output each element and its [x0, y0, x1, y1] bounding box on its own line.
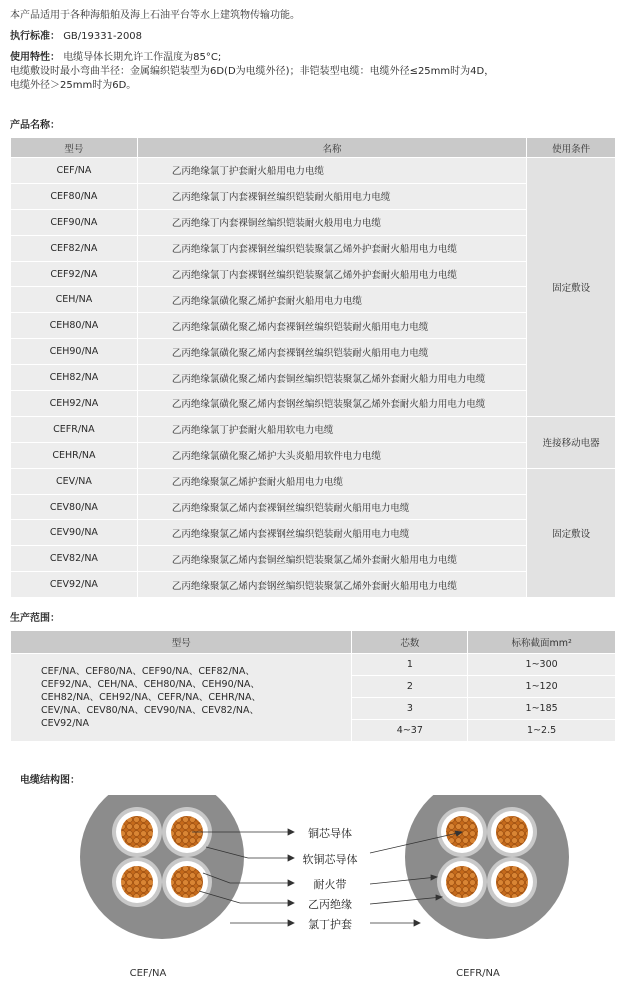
header-model: 型号 [11, 138, 138, 158]
section-cell: 1~300 [468, 654, 616, 676]
sheath-right [405, 795, 569, 939]
model-cell: CEHR/NA [11, 442, 138, 468]
usage-text-1: 电缆导体长期允许工作温度为85°C; [63, 52, 222, 63]
model-cell: CEFR/NA [11, 416, 138, 442]
label-soft-copper-conductor: 软铜芯导体 [302, 853, 358, 866]
model-cell: CEV90/NA [11, 520, 138, 546]
cores-cell: 4~37 [352, 720, 468, 742]
model-cell: CEH90/NA [11, 339, 138, 365]
range-header-cores: 芯数 [352, 631, 468, 654]
table-row [11, 391, 616, 417]
model-cell: CEV82/NA [11, 546, 138, 572]
models-line: CEV/NA、CEV80/NA、CEV90/NA、CEV82/NA、 [41, 705, 260, 716]
name-cell: 乙丙绝缘丁内套裸铜丝编织铠装耐火般用电力电缆 [137, 209, 526, 235]
name-cell: 乙丙绝缘氯磺化聚乙烯内套铜丝编织铠装聚氯乙烯外套耐火船力用电力电缆 [137, 365, 526, 391]
cable-structure-diagram [0, 795, 620, 987]
label-fire-tape: 耐火带 [313, 878, 347, 891]
name-cell: 乙丙绝缘聚氯乙烯内套铜丝编织铠装聚氯乙烯外套耐火船用电力电缆 [137, 546, 526, 572]
table-row [11, 235, 616, 261]
section-cell: 1~185 [468, 698, 616, 720]
models-line: CEF92/NA、CEH/NA、CEH80/NA、CEH90/NA、 [41, 679, 260, 690]
condition-cell: 固定敷设 [527, 158, 616, 417]
name-cell: 乙丙绝缘氯磺化聚乙烯内套裸钢丝编织铠装耐火船用电力电缆 [137, 339, 526, 365]
table-row [11, 546, 616, 572]
cores-cell: 2 [352, 676, 468, 698]
table-row [11, 520, 616, 546]
core-right [487, 807, 537, 857]
model-cell: CEF92/NA [11, 261, 138, 287]
model-cell: CEV92/NA [11, 572, 138, 598]
usage-line-2: 电缆敷设时最小弯曲半径：金属编织铠装型为6D(D为电缆外径)；非铠装型电缆：电缆外径≤25mm时为4D， [10, 66, 495, 77]
name-cell: 乙丙绝缘氯磺化聚乙烯护大头炎船用软件电力电缆 [137, 442, 526, 468]
table-header-row [11, 138, 616, 158]
standard-line [10, 30, 610, 44]
table-row [11, 468, 616, 494]
cores-cell: 1 [352, 654, 468, 676]
table-row [11, 158, 616, 184]
table-row [11, 442, 616, 468]
name-cell: 乙丙绝缘氯丁内套裸铜丝编织铠装耐火船用电力电缆 [137, 183, 526, 209]
core-left [112, 857, 162, 907]
model-cell: CEF/NA [11, 158, 138, 184]
core-left [162, 857, 212, 907]
header-condition: 使用条件 [527, 138, 616, 158]
cable-cefr-na [405, 795, 569, 939]
usage-line-3: 电缆外径＞25mm时为6D。 [10, 80, 137, 91]
name-cell: 乙丙绝缘氯丁内套裸钢丝编织铠装聚氯乙烯外护套耐火船用电力电缆 [137, 261, 526, 287]
intro-section [10, 9, 610, 93]
model-cell: CEV/NA [11, 468, 138, 494]
range-header-row [11, 631, 616, 654]
model-cell: CEH80/NA [11, 313, 138, 339]
core-left [112, 807, 162, 857]
usage-label: 使用特性： [10, 52, 60, 63]
standard-label: 执行标准： [10, 31, 60, 42]
model-cell: CEV80/NA [11, 494, 138, 520]
cable-cef-na [80, 795, 244, 939]
production-range-table [10, 630, 616, 742]
name-cell: 乙丙绝缘氯磺化聚乙烯内套钢丝编织铠装聚氯乙烯外套耐火船力用电力电缆 [137, 391, 526, 417]
range-header-section: 标称截面mm² [468, 631, 616, 654]
name-cell: 乙丙绝缘聚氯乙烯内套裸钢丝编织铠装耐火船用电力电缆 [137, 520, 526, 546]
product-names-table [10, 137, 616, 598]
table-row [11, 416, 616, 442]
condition-cell: 固定敷设 [527, 468, 616, 597]
sheath-left [80, 795, 244, 939]
range-header-model: 型号 [11, 631, 352, 654]
section-cell: 1~120 [468, 676, 616, 698]
standard-value: GB/19331-2008 [63, 31, 143, 42]
structure-title: 电缆结构图： [20, 775, 80, 786]
range-row [11, 654, 616, 676]
range-models-cell [11, 654, 352, 742]
name-cell: 乙丙绝缘氯磺化聚乙烯护套耐火船用电力电缆 [137, 287, 526, 313]
table-row [11, 287, 616, 313]
name-cell: 乙丙绝缘聚氯乙烯内套裸铜丝编织铠装耐火船用电力电缆 [137, 494, 526, 520]
name-cell: 乙丙绝缘氯磺化聚乙烯内套裸铜丝编织铠装耐火船用电力电缆 [137, 313, 526, 339]
table-row [11, 365, 616, 391]
intro-description: 本产品适用于各种海船舶及海上石油平台等水上建筑物传输功能。 [10, 10, 300, 21]
table-row [11, 572, 616, 598]
models-line: CEF/NA、CEF80/NA、CEF90/NA、CEF82/NA、 [41, 666, 255, 677]
cores-cell: 3 [352, 698, 468, 720]
models-line: CEH82/NA、CEH92/NA、CEFR/NA、CEHR/NA、 [41, 692, 262, 703]
model-cell: CEH92/NA [11, 391, 138, 417]
table-row [11, 209, 616, 235]
model-cell: CEF82/NA [11, 235, 138, 261]
section-cell: 1~2.5 [468, 720, 616, 742]
label-chloroprene-sheath: 氯丁护套 [308, 918, 352, 931]
name-cell: 乙丙绝缘聚氯乙烯护套耐火船用电力电缆 [137, 468, 526, 494]
production-range-title: 生产范围： [10, 613, 60, 624]
header-name: 名称 [137, 138, 526, 158]
core-right [437, 857, 487, 907]
table-row [11, 313, 616, 339]
table-row [11, 339, 616, 365]
name-cell: 乙丙绝缘氯丁内套裸铜丝编织铠装聚氯乙烯外护套耐火船用电力电缆 [137, 235, 526, 261]
model-cell: CEF90/NA [11, 209, 138, 235]
name-cell: 乙丙绝缘氯丁护套耐火船用电力电缆 [137, 158, 526, 184]
usage-line-1 [10, 51, 610, 65]
caption-cefr-na: CEFR/NA [456, 968, 500, 979]
name-cell: 乙丙绝缘聚氯乙烯内套钢丝编织铠装聚氯乙烯外套耐火船用电力电缆 [137, 572, 526, 598]
label-epr-insulation: 乙丙绝缘 [308, 898, 352, 911]
model-cell: CEH/NA [11, 287, 138, 313]
models-line: CEV92/NA [41, 718, 90, 729]
core-right [487, 857, 537, 907]
table-row [11, 183, 616, 209]
table-row [11, 494, 616, 520]
label-copper-conductor: 铜芯导体 [308, 827, 352, 840]
table-row [11, 261, 616, 287]
condition-cell: 连接移动电器 [527, 416, 616, 468]
model-cell: CEH82/NA [11, 365, 138, 391]
model-cell: CEF80/NA [11, 183, 138, 209]
caption-cef-na: CEF/NA [129, 968, 167, 979]
product-names-title: 产品名称： [10, 120, 60, 131]
name-cell: 乙丙绝缘氯丁护套耐火船用软电力电缆 [137, 416, 526, 442]
